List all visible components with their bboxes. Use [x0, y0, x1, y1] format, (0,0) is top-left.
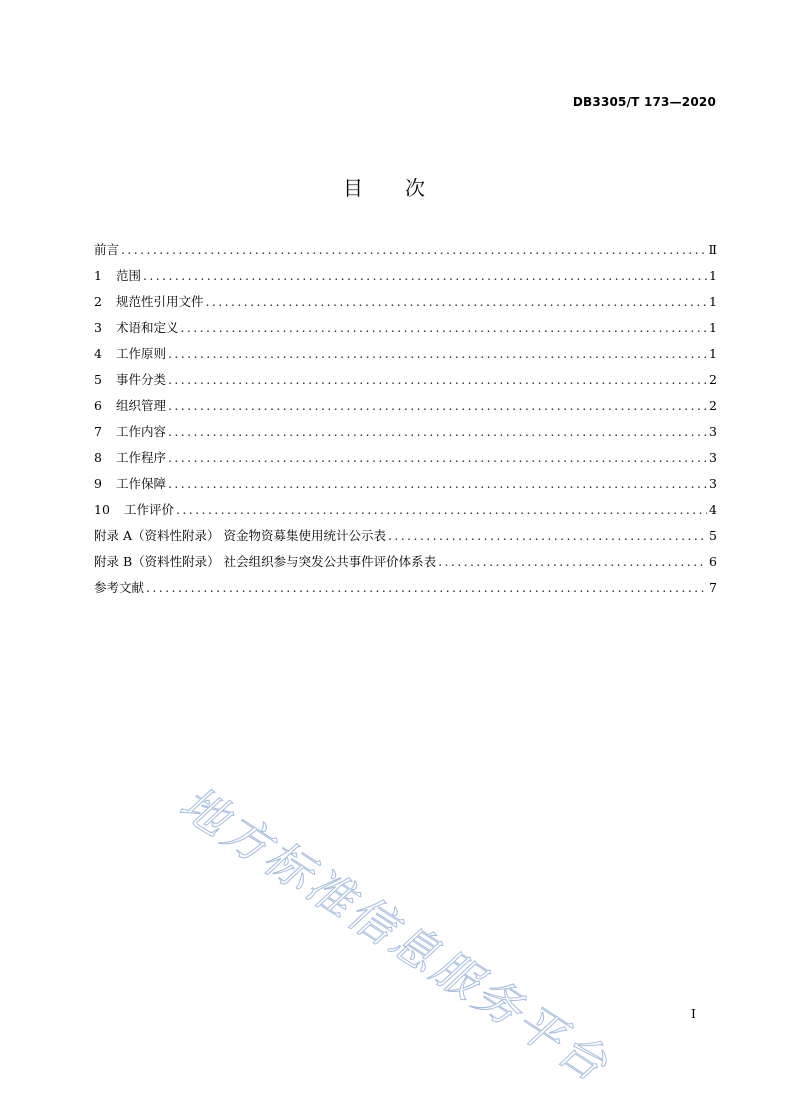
- toc-entry-page: 3: [709, 424, 717, 439]
- toc-leader-dots: [168, 471, 707, 497]
- toc-entry-label: 工作程序: [116, 450, 167, 465]
- toc-entry-page: 6: [709, 554, 717, 569]
- toc-entry-terms-definitions[interactable]: [94, 315, 717, 341]
- toc-leader-dots: [168, 445, 707, 471]
- toc-entry-page: 2: [709, 372, 717, 387]
- toc-entry-foreword[interactable]: [94, 237, 717, 263]
- toc-leader-dots: [168, 393, 707, 419]
- toc-leader-dots: [168, 419, 707, 445]
- toc-entry-label: 组织管理: [116, 398, 167, 413]
- toc-entry-page: 3: [709, 476, 717, 491]
- toc-entry-organization-management[interactable]: [94, 393, 717, 419]
- toc-entry-appendix-b[interactable]: [94, 549, 717, 575]
- toc-entry-label: 参考文献: [94, 580, 145, 595]
- toc-entry-page: 1: [709, 294, 717, 309]
- toc-leader-dots: [206, 289, 708, 315]
- toc-entry-work-procedure[interactable]: [94, 445, 717, 471]
- toc-title: 目次: [343, 176, 467, 200]
- toc-entry-work-content[interactable]: [94, 419, 717, 445]
- toc-leader-dots: [388, 523, 707, 549]
- toc-entry-number: 2: [94, 294, 102, 309]
- toc-leader-dots: [181, 315, 708, 341]
- toc-entry-page: 3: [709, 450, 717, 465]
- toc-entry-label: 工作保障: [116, 476, 167, 491]
- toc-entry-number: 3: [94, 320, 102, 335]
- toc-entry-event-classification[interactable]: [94, 367, 717, 393]
- page-number: I: [691, 1006, 696, 1021]
- toc-entry-number: 8: [94, 450, 102, 465]
- toc-entry-normative-references[interactable]: [94, 289, 717, 315]
- toc-entry-number: 9: [94, 476, 102, 491]
- toc-entry-page: 4: [709, 502, 717, 517]
- toc-entry-label: 事件分类: [116, 372, 167, 387]
- toc-entry-page: Ⅱ: [708, 242, 717, 257]
- toc-leader-dots: [168, 367, 707, 393]
- toc-entry-work-evaluation[interactable]: [94, 497, 717, 523]
- toc-leader-dots: [146, 575, 707, 601]
- toc-entry-number: 5: [94, 372, 102, 387]
- table-of-contents: [94, 237, 717, 601]
- toc-leader-dots: [121, 237, 706, 263]
- toc-entry-work-guarantee[interactable]: [94, 471, 717, 497]
- watermark: 地方标准信息服务平台: [170, 775, 620, 1094]
- toc-entry-page: 7: [709, 580, 717, 595]
- toc-entry-label: 工作评价: [124, 502, 175, 517]
- toc-entry-work-principles[interactable]: [94, 341, 717, 367]
- toc-entry-label: 范围: [116, 268, 142, 283]
- toc-entry-appendix-a[interactable]: [94, 523, 717, 549]
- toc-entry-number: 6: [94, 398, 102, 413]
- toc-entry-label: 附录 B（资料性附录） 社会组织参与突发公共事件评价体系表: [94, 554, 437, 569]
- toc-entry-number: 1: [94, 268, 102, 283]
- toc-entry-scope[interactable]: [94, 263, 717, 289]
- toc-leader-dots: [176, 497, 707, 523]
- toc-entry-number: 10: [94, 502, 110, 517]
- toc-leader-dots: [438, 549, 707, 575]
- document-code: DB3305/T 173—2020: [572, 95, 716, 109]
- toc-leader-dots: [143, 263, 707, 289]
- toc-entry-label: 术语和定义: [116, 320, 179, 335]
- toc-entry-label: 前言: [94, 242, 120, 257]
- toc-entry-page: 5: [709, 528, 717, 543]
- toc-entry-label: 规范性引用文件: [116, 294, 204, 309]
- toc-entry-page: 1: [709, 320, 717, 335]
- toc-entry-number: 4: [94, 346, 102, 361]
- toc-entry-label: 附录 A（资料性附录） 资金物资募集使用统计公示表: [94, 528, 386, 543]
- toc-entry-bibliography[interactable]: [94, 575, 717, 601]
- toc-entry-page: 2: [709, 398, 717, 413]
- toc-entry-page: 1: [709, 346, 717, 361]
- toc-entry-label: 工作内容: [116, 424, 167, 439]
- toc-entry-number: 7: [94, 424, 102, 439]
- toc-entry-page: 1: [709, 268, 717, 283]
- toc-entry-label: 工作原则: [116, 346, 167, 361]
- toc-leader-dots: [168, 341, 707, 367]
